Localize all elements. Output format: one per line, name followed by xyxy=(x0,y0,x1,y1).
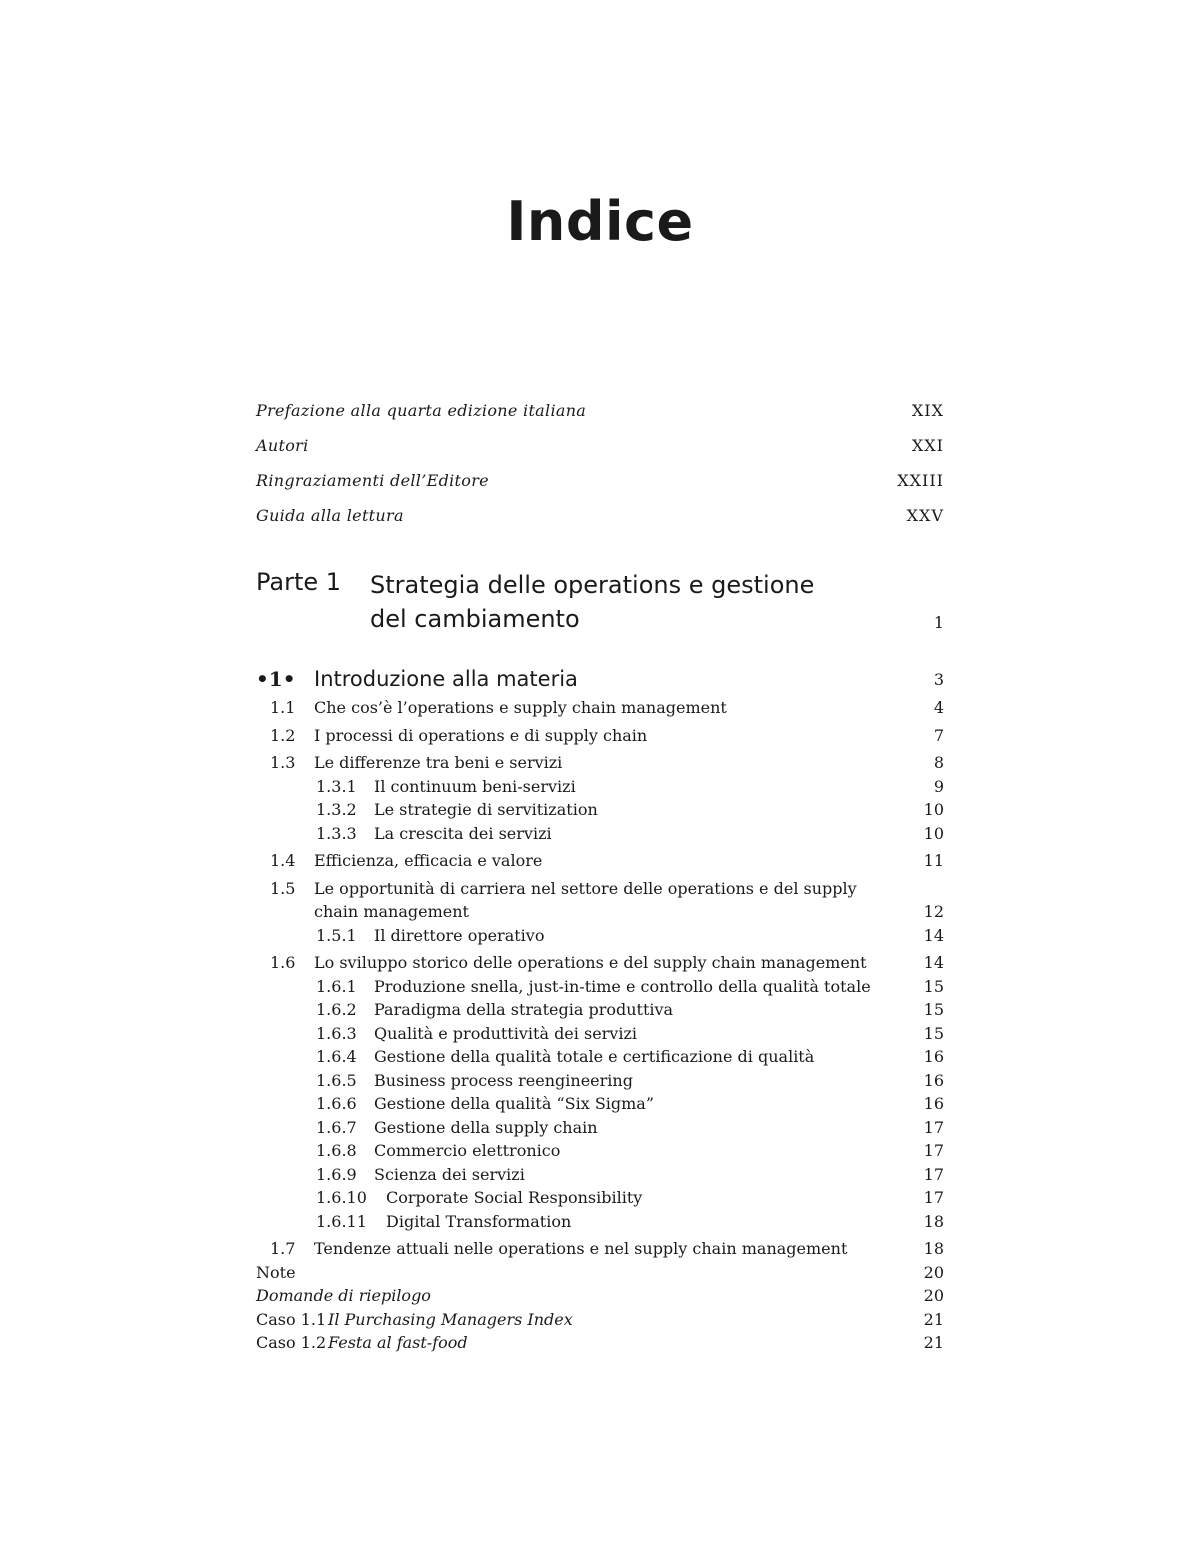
part-label: Parte 1 xyxy=(256,568,342,596)
toc-entry[interactable] xyxy=(256,849,944,873)
toc-entry[interactable] xyxy=(256,1210,944,1234)
entry-title: Che cos’è l’operations e supply chain management xyxy=(314,698,727,717)
toc-entry[interactable] xyxy=(256,775,944,799)
entry-title: Festa al fast-food xyxy=(328,1333,468,1352)
front-matter-list xyxy=(256,393,944,533)
toc-entry-preface[interactable] xyxy=(256,393,944,428)
chapter-heading[interactable] xyxy=(256,662,944,696)
entry-number: Caso 1.2 xyxy=(256,1333,327,1352)
toc-entry-authors[interactable] xyxy=(256,428,944,463)
entry-page: 12 xyxy=(923,902,944,921)
entry-title: Gestione della supply chain xyxy=(374,1117,598,1137)
entry-number: 1.7 xyxy=(270,1239,296,1258)
entry-title: Digital Transformation xyxy=(386,1211,572,1231)
entry-title: Le opportunità di carriera nel settore delle operations e del supply chain management xyxy=(314,878,857,921)
toc-entry[interactable] xyxy=(256,1069,944,1093)
toc-entry[interactable] xyxy=(256,1092,944,1116)
toc-entry[interactable] xyxy=(256,1186,944,1210)
entry-number: 1.6.10 xyxy=(316,1188,367,1207)
entry-title: Guida alla lettura xyxy=(256,506,404,525)
entry-title: Prefazione alla quarta edizione italiana xyxy=(256,401,587,420)
toc-entry[interactable] xyxy=(256,951,944,975)
entry-number: 1.3.1 xyxy=(316,776,357,796)
part-page: 1 xyxy=(933,613,944,632)
toc-entry[interactable] xyxy=(256,751,944,775)
toc-list xyxy=(256,696,944,1355)
part-title-line2: del cambiamento xyxy=(370,605,580,633)
entry-page: XIX xyxy=(911,401,944,420)
entry-page: 7 xyxy=(933,725,944,745)
entry-title: Gestione della qualità “Six Sigma” xyxy=(374,1094,655,1113)
entry-number: 1.1 xyxy=(270,698,296,717)
entry-number: 1.6.11 xyxy=(316,1211,367,1231)
entry-title: Qualità e produttività dei servizi xyxy=(374,1023,638,1043)
entry-page: 16 xyxy=(923,1047,944,1066)
entry-page: XXI xyxy=(911,436,944,455)
entry-page: 17 xyxy=(923,1164,944,1184)
entry-title: Autori xyxy=(256,436,309,455)
entry-title: Gestione della qualità totale e certificazione di qualità xyxy=(374,1047,815,1066)
entry-title: Paradigma della strategia produttiva xyxy=(374,1000,674,1019)
entry-title: Tendenze attuali nelle operations e nel supply chain management xyxy=(314,1239,848,1258)
entry-number: 1.6.2 xyxy=(316,1000,357,1019)
entry-title: Ringraziamenti dell’Editore xyxy=(256,471,489,490)
entry-page: 9 xyxy=(933,776,944,796)
entry-title: Commercio elettronico xyxy=(374,1141,561,1160)
entry-number: 1.4 xyxy=(270,851,296,870)
entry-page: 20 xyxy=(923,1286,944,1305)
toc-entry[interactable] xyxy=(256,798,944,822)
entry-number: 1.6.4 xyxy=(316,1047,357,1066)
entry-page: 17 xyxy=(923,1141,944,1160)
toc-entry-reading-guide[interactable] xyxy=(256,498,944,533)
entry-title: I processi di operations e di supply chain xyxy=(314,725,648,745)
entry-page: 17 xyxy=(923,1188,944,1207)
entry-title: Lo sviluppo storico delle operations e del supply chain management xyxy=(314,953,867,972)
entry-title: La crescita dei servizi xyxy=(374,823,552,843)
entry-page: 4 xyxy=(933,698,944,717)
entry-number: 1.3 xyxy=(270,753,296,772)
entry-number: 1.6.3 xyxy=(316,1023,357,1043)
chapter-number: •1• xyxy=(256,667,296,691)
entry-title: Le differenze tra beni e servizi xyxy=(314,753,563,772)
entry-number: 1.3.3 xyxy=(316,823,357,843)
entry-title: Il direttore operativo xyxy=(374,925,545,945)
toc-entry[interactable] xyxy=(256,1045,944,1069)
part-title-line1: Strategia delle operations e gestione xyxy=(370,571,815,599)
toc-entry[interactable] xyxy=(256,1116,944,1140)
toc-entry-notes[interactable] xyxy=(256,1261,944,1285)
entry-page: 18 xyxy=(923,1211,944,1231)
entry-page: 20 xyxy=(923,1262,944,1282)
entry-number: 1.6.8 xyxy=(316,1141,357,1160)
entry-number: 1.2 xyxy=(270,725,296,745)
toc-entry-review-questions[interactable] xyxy=(256,1284,944,1308)
entry-title: Produzione snella, just-in-time e controllo della qualità totale xyxy=(374,976,871,996)
part-heading[interactable] xyxy=(256,568,944,636)
toc-entry[interactable] xyxy=(256,1163,944,1187)
entry-page: 18 xyxy=(923,1239,944,1258)
entry-page: 10 xyxy=(923,823,944,843)
entry-page: XXIII xyxy=(897,471,944,490)
toc-entry[interactable] xyxy=(256,822,944,846)
toc-entry-case[interactable] xyxy=(256,1331,944,1355)
toc-entry[interactable] xyxy=(256,724,944,748)
entry-number: 1.6.9 xyxy=(316,1164,357,1184)
entry-title: Il Purchasing Managers Index xyxy=(328,1309,573,1329)
entry-number: 1.6.1 xyxy=(316,976,357,996)
entry-number: 1.6.6 xyxy=(316,1094,357,1113)
toc-entry[interactable] xyxy=(256,1022,944,1046)
toc-entry-acknowledgements[interactable] xyxy=(256,463,944,498)
entry-title: Domande di riepilogo xyxy=(256,1286,431,1305)
entry-page: 14 xyxy=(923,953,944,972)
entry-page: 17 xyxy=(923,1117,944,1137)
chapter-title: Introduzione alla materia xyxy=(314,667,578,691)
chapter-page: 3 xyxy=(933,669,944,689)
entry-page: 14 xyxy=(923,925,944,945)
entry-title: Le strategie di servitization xyxy=(374,800,598,819)
entry-page: 21 xyxy=(923,1309,944,1329)
entry-page: 8 xyxy=(933,753,944,772)
entry-page: 10 xyxy=(923,800,944,819)
entry-page: 15 xyxy=(923,1023,944,1043)
toc-entry[interactable] xyxy=(256,975,944,999)
entry-title: Business process reengineering xyxy=(374,1070,633,1090)
entry-number: 1.3.2 xyxy=(316,800,357,819)
entry-title: Il continuum beni-servizi xyxy=(374,776,576,796)
toc-entry-case[interactable] xyxy=(256,1308,944,1332)
entry-page: 15 xyxy=(923,1000,944,1019)
entry-number: 1.5.1 xyxy=(316,925,357,945)
entry-number: 1.6 xyxy=(270,953,296,972)
entry-number: 1.6.7 xyxy=(316,1117,357,1137)
entry-page: 15 xyxy=(923,976,944,996)
entry-number: Caso 1.1 xyxy=(256,1309,327,1329)
toc-entry[interactable] xyxy=(256,696,944,720)
entry-page: 16 xyxy=(923,1070,944,1090)
toc-entry[interactable] xyxy=(256,998,944,1022)
entry-title: Efficienza, efficacia e valore xyxy=(314,851,543,870)
entry-number: 1.5 xyxy=(270,878,296,898)
page-title: Indice xyxy=(506,190,694,253)
entry-title: Scienza dei servizi xyxy=(374,1164,525,1184)
entry-page: XXV xyxy=(906,506,944,525)
entry-number: 1.6.5 xyxy=(316,1070,357,1090)
toc-entry[interactable] xyxy=(256,877,944,924)
toc-entry[interactable] xyxy=(256,1139,944,1163)
toc-entry[interactable] xyxy=(256,1237,944,1261)
entry-page: 16 xyxy=(923,1094,944,1113)
entry-title: Corporate Social Responsibility xyxy=(386,1188,643,1207)
entry-page: 21 xyxy=(923,1333,944,1352)
part-title xyxy=(370,568,870,636)
entry-title: Note xyxy=(256,1262,296,1282)
entry-page: 11 xyxy=(923,851,944,870)
toc-entry[interactable] xyxy=(256,924,944,948)
